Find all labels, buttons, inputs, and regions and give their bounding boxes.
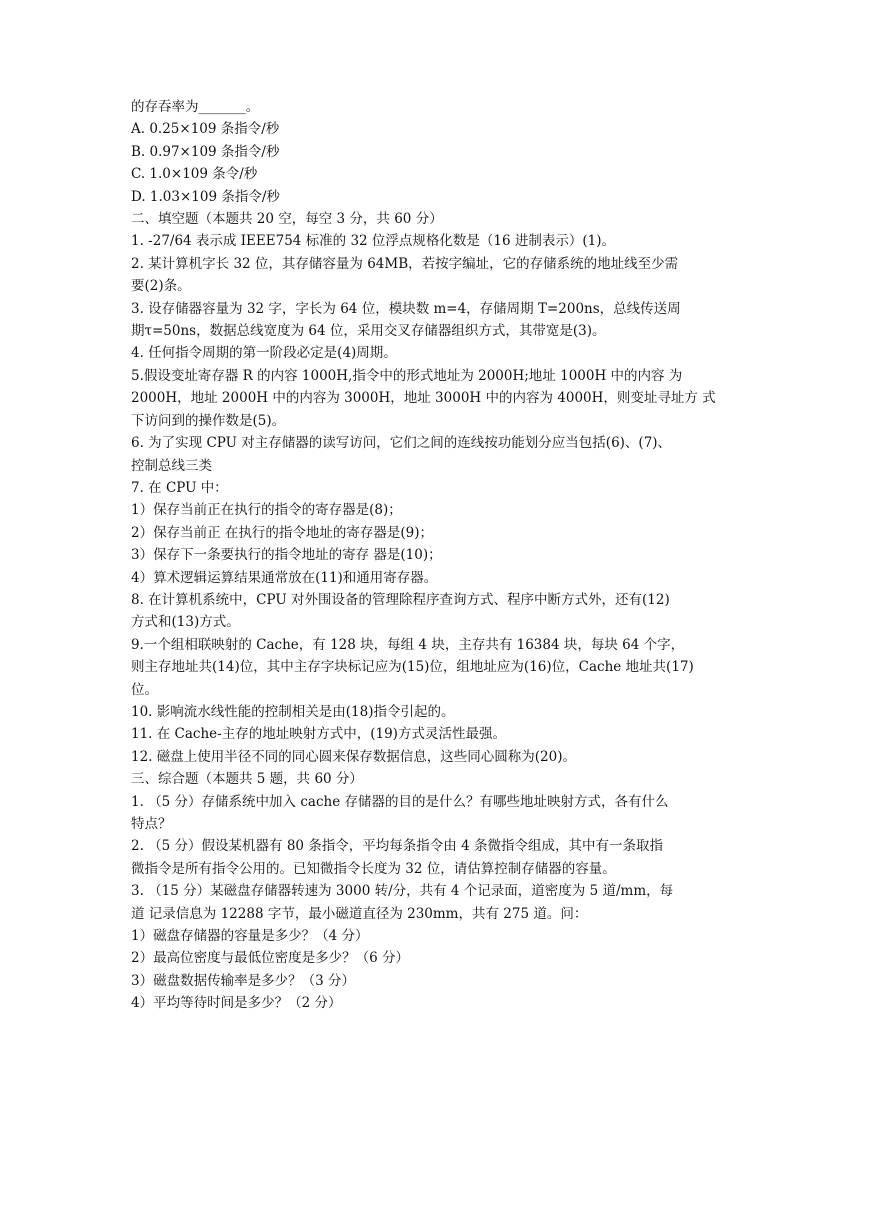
text-line: 2）保存当前正 在执行的指令地址的寄存器是(9)； [131,524,434,541]
text-line: 特点？ [131,816,172,832]
option-a: A. 0.25×109 条指令/秒 [131,121,280,138]
text-line: 控制总线三类 [131,457,212,474]
document-body [131,96,741,1015]
text-line: 1. -27/64 表示成 IEEE754 标准的 32 位浮点规格化数是（16 进制表示）(1)。 [131,233,616,250]
text-line: 6. 为了实现 CPU 对主存储器的读写访问，它们之间的连线按功能划分应当包括(6)、(7)、 [131,435,672,452]
text-line: 4）平均等待时间是多少？（2 分） [131,995,342,1012]
text-line: 微指令是所有指令公用的。已知微指令长度为 32 位，请估算控制存储器的容量。 [131,860,616,877]
text-line: 8. 在计算机系统中，CPU 对外围设备的管理除程序查询方式、程序中断方式外，还有(12) [131,591,670,608]
text-line: 要(2)条。 [131,278,191,295]
text-line: 位。 [131,681,158,698]
option-d: D. 1.03×109 条指令/秒 [131,188,280,205]
text-line: 方式和(13)方式。 [131,614,240,631]
text-line: 2. （5 分）假设某机器有 80 条指令，平均每条指令由 4 条微指令组成，其中有一条取指 [131,838,663,855]
text-line: 5.假设变址寄存器 R 的内容 1000H,指令中的形式地址为 2000H;地址 1000H 中的内容 为 [131,367,683,384]
text-line: 期τ=50ns，数据总线宽度为 64 位，采用交叉存储器组织方式，其带宽是(3)。 [131,323,606,340]
text-line: 3. （15 分）某磁盘存储器转速为 3000 转/分，共有 4 个记录面，道密度为 5 道/mm，每 [131,883,674,900]
option-b: B. 0.97×109 条指令/秒 [131,143,280,160]
text-line: 2000H，地址 2000H 中的内容为 3000H，地址 3000H 中的内容为 4000H，则变址寻址方 式 [131,390,716,407]
section-heading-comprehensive: 三、综合题（本题共 5 题，共 60 分） [131,771,363,788]
text-line: 1）保存当前正在执行的指令的寄存器是(8)； [131,502,402,519]
text-line: 1）磁盘存储器的容量是多少？（4 分） [131,928,369,945]
text-line: 2）最高位密度与最低位密度是多少？（6 分） [131,950,409,967]
text-line: 道 记录信息为 12288 字节，最小磁道直径为 230mm，共有 275 道。问： [131,905,588,922]
text-line: 2. 某计算机字长 32 位，其存储容量为 64MB，若按字编址，它的存储系统的地址线至少需 [131,255,679,272]
text-line: 3）磁盘数据传输率是多少？（3 分） [131,972,355,989]
section-heading-fill-in: 二、填空题（本题共 20 空，每空 3 分，共 60 分） [131,211,443,228]
text-line: 4）算术逻辑运算结果通常放在(11)和通用寄存器。 [131,569,438,586]
text-line: 9.一个组相联映射的 Cache，有 128 块，每组 4 块，主存共有 16384 块，每块 64 个字， [131,636,685,653]
text-line: 7. 在 CPU 中： [131,479,228,496]
text-line: 10. 影响流水线性能的控制相关是由(18)指令引起的。 [131,703,455,720]
text-line: 则主存地址共(14)位，其中主存字块标记应为(15)位，组地址应为(16)位，Cache 地址共(17) [131,659,694,676]
text-line: 3. 设存储器容量为 32 字，字长为 64 位，模块数 m=4，存储周期 T=200ns，总线传送周 [131,300,681,317]
text-line: 12. 磁盘上使用半径不同的同心圆来保存数据信息，这些同心圆称为(20)。 [131,748,576,765]
text-line: 1. （5 分）存储系统中加入 cache 存储器的目的是什么？有哪些地址映射方式，各有什么 [131,793,669,810]
text-line: 3）保存下一条要执行的指令地址的寄存 器是(10)； [131,547,442,564]
text-line: 11. 在 Cache-主存的地址映射方式中，(19)方式灵活性最强。 [131,726,506,743]
text-line: 4. 任何指令周期的第一阶段必定是(4)周期。 [131,345,397,362]
text-line: 下访问到的操作数是(5)。 [131,412,286,429]
text-line: 的存吞率为_______。 [131,99,260,115]
option-c: C. 1.0×109 条令/秒 [131,166,258,183]
